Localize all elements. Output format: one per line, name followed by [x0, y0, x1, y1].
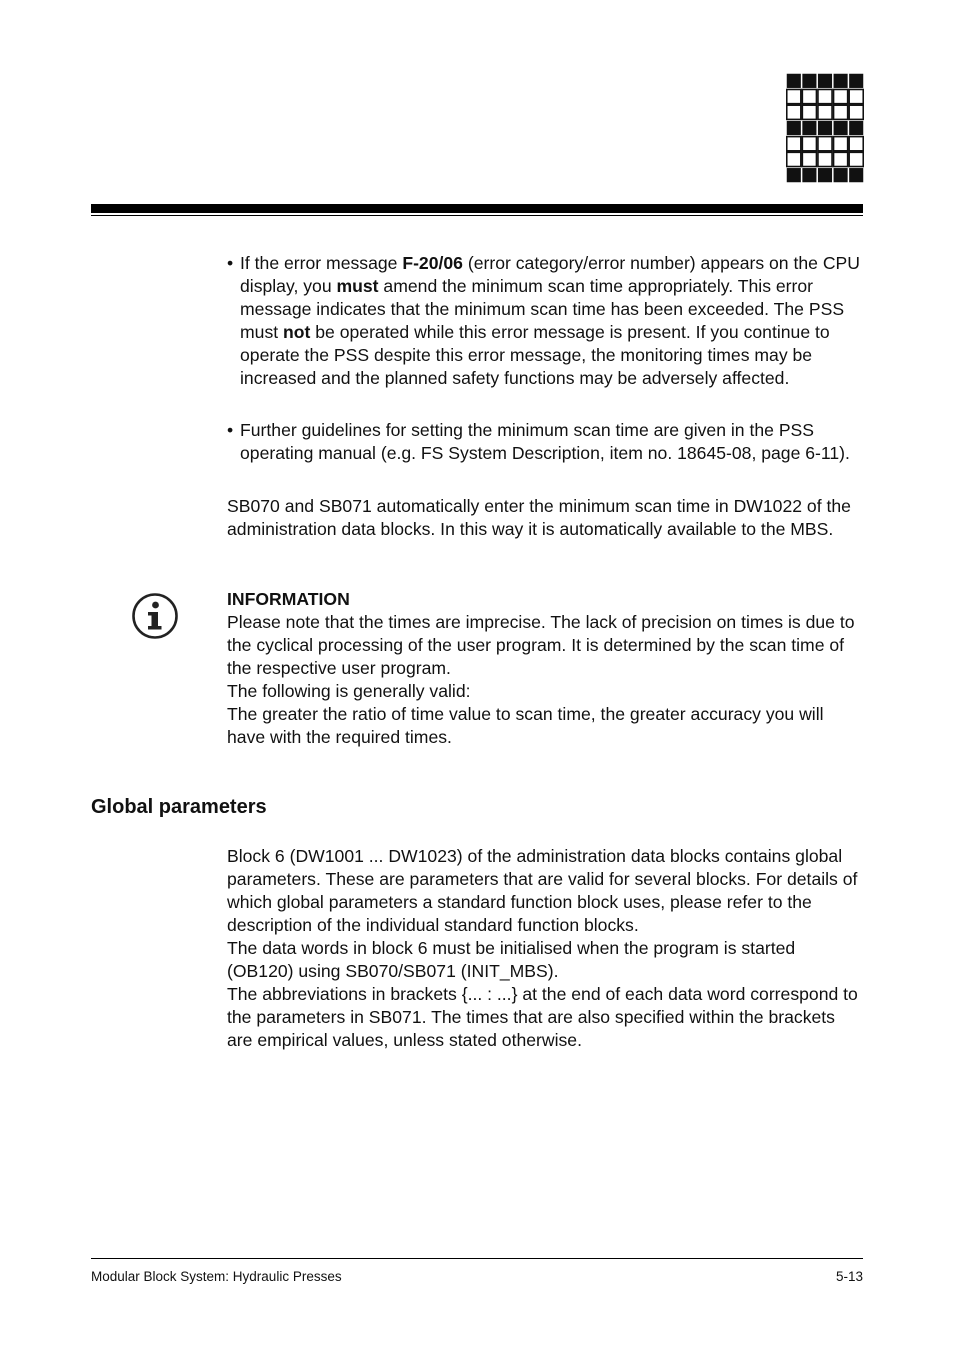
header-rule-thin [91, 215, 863, 216]
logo-cell [818, 105, 832, 119]
page-number: 5-13 [835, 1269, 863, 1284]
logo-cell [787, 152, 801, 166]
bullet-text: Further guidelines for setting the minimum scan time are given in the PSS operating manual (e.g. FS System Description, item no. 18645-08, page 6-11). [240, 420, 850, 463]
logo-cell [802, 89, 816, 103]
logo-cell [834, 74, 848, 88]
logo-cell [818, 121, 832, 135]
logo-cell [802, 168, 816, 182]
header-rule [91, 204, 863, 213]
logo-cell [818, 137, 832, 151]
logo-cell [787, 89, 801, 103]
logo-cell [849, 105, 863, 119]
logo-cell [802, 137, 816, 151]
paragraph-text: The data words in block 6 must be initialised when the program is started (OB120) using SB070/SB071 (INIT_MBS). [227, 938, 796, 981]
emphasis-not: not [283, 322, 311, 342]
logo-cell [787, 105, 801, 119]
sb-paragraph [227, 495, 863, 541]
logo-cell [787, 74, 801, 88]
information-line: Please note that the times are imprecise. The lack of precision on times is due to the cyclical processing of the user program. It is determined by the scan time of the respective user program. [227, 612, 855, 678]
emphasis-must: must [336, 276, 379, 296]
bullet-text: If the error message [240, 253, 403, 273]
logo-cell [849, 152, 863, 166]
logo-cell [818, 152, 832, 166]
logo-cell [787, 121, 801, 135]
logo-cell [849, 121, 863, 135]
footer-rule [91, 1258, 863, 1259]
logo-cell [818, 89, 832, 103]
bullet-text-continued: amend the minimum scan time appropriately. This error message indicates that the minimum scan time has been exceeded. The PSS must [240, 276, 845, 342]
paragraph-text: The abbreviations in brackets {... : ...} at the end of each data word correspond to the parameters in SB071. The times that are also specified within the brackets are empirical values, unless stated otherwise. [227, 984, 858, 1050]
bullet-text-end: be operated while this error message is present. If you continue to operate the PSS despite this error message, the monitoring times may be increased and the planned safety functions may be adversely affected. [240, 322, 830, 388]
logo-cell [802, 152, 816, 166]
info-icon [131, 592, 179, 640]
logo-cell [802, 121, 816, 135]
grid-logo-icon [786, 73, 864, 183]
information-title: INFORMATION [227, 589, 350, 609]
information-block [227, 588, 863, 749]
global-parameters-text [227, 845, 863, 1052]
bullet-further-guidelines [227, 419, 863, 465]
logo-cell [834, 137, 848, 151]
logo-cell [834, 105, 848, 119]
paragraph-text: SB070 and SB071 automatically enter the minimum scan time in DW1022 of the administration data blocks. In this way it is automatically available to the MBS. [227, 496, 851, 539]
logo-cell [834, 89, 848, 103]
logo-cell [834, 168, 848, 182]
logo-cell [849, 168, 863, 182]
information-line: The following is generally valid: [227, 681, 471, 701]
logo-cell [818, 168, 832, 182]
logo-cell [802, 105, 816, 119]
logo-cell [787, 137, 801, 151]
logo-cell [834, 121, 848, 135]
logo-cell [787, 168, 801, 182]
logo-cell [849, 89, 863, 103]
bullet-marker: • [227, 253, 234, 273]
bullet-text-continued: (error category/error number) appears on the CPU display, you [240, 253, 860, 296]
logo-cell [802, 74, 816, 88]
section-heading: Global parameters [91, 796, 267, 818]
bullet-marker: • [227, 420, 234, 440]
footer-title: Modular Block System: Hydraulic Presses [91, 1269, 342, 1284]
logo-cell [849, 137, 863, 151]
error-code: F-20/06 [402, 253, 463, 273]
paragraph-text: Block 6 (DW1001 ... DW1023) of the administration data blocks contains global parameters. These are parameters that are valid for several blocks. For details of which global parameters a standard function block uses, please refer to the description of the individual standard function blocks. [227, 846, 858, 935]
information-line: The greater the ratio of time value to scan time, the greater accuracy you will have with the required times. [227, 704, 824, 747]
logo-cell [849, 74, 863, 88]
logo-cell [818, 74, 832, 88]
logo-cell [834, 152, 848, 166]
bullet-error-message [227, 252, 863, 390]
